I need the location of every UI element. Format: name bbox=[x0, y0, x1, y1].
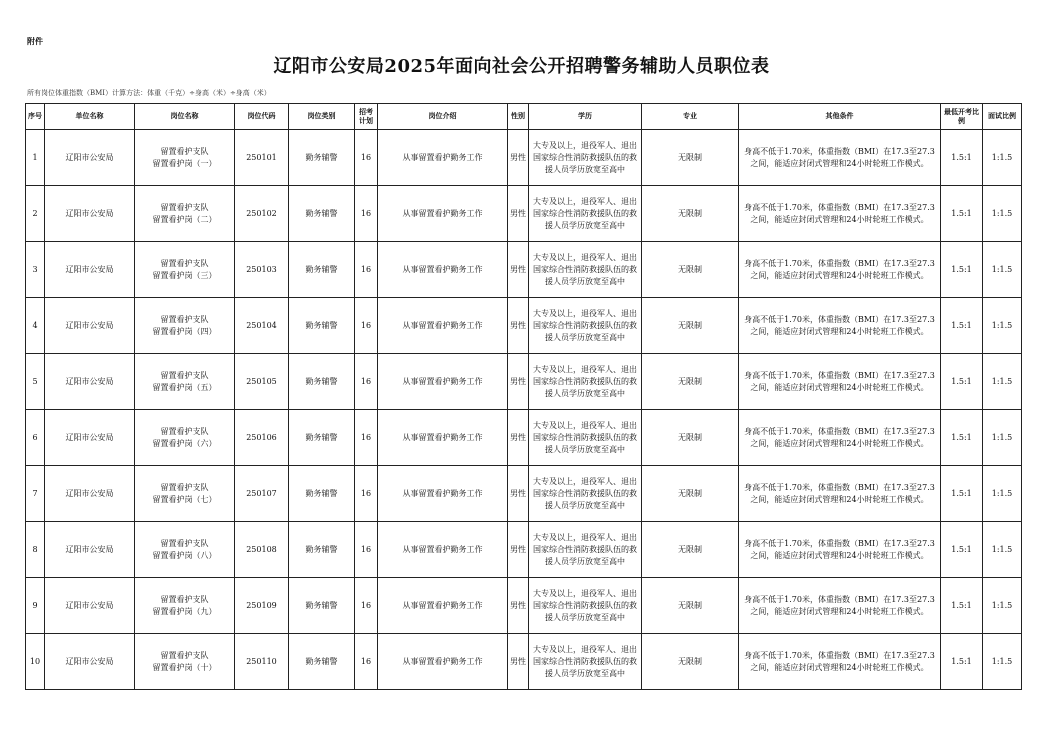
col-header-unit: 单位名称 bbox=[45, 104, 135, 130]
post-name-line-2: 留置看护岗（六） bbox=[152, 438, 217, 448]
interview-ratio-cell: 1:1.5 bbox=[983, 298, 1022, 354]
gender-cell: 男性 bbox=[508, 130, 529, 186]
post-category-cell: 勤务辅警 bbox=[289, 298, 355, 354]
post-name-line-2: 留置看护岗（四） bbox=[152, 326, 217, 336]
post-intro-cell: 从事留置看护勤务工作 bbox=[378, 298, 508, 354]
post-intro-cell: 从事留置看护勤务工作 bbox=[378, 354, 508, 410]
interview-ratio-cell: 1:1.5 bbox=[983, 354, 1022, 410]
post-name-line-1: 留置看护支队 bbox=[160, 258, 209, 268]
recruit-plan-cell: 16 bbox=[355, 466, 378, 522]
col-header-other: 其他条件 bbox=[739, 104, 941, 130]
table-row bbox=[26, 522, 1022, 578]
row-number-cell: 6 bbox=[26, 410, 45, 466]
post-category-cell: 勤务辅警 bbox=[289, 242, 355, 298]
post-name-line-2: 留置看护岗（七） bbox=[152, 494, 217, 504]
education-cell: 大专及以上，退役军人、退出国家综合性消防救援队伍的救援人员学历放宽至高中 bbox=[529, 354, 642, 410]
post-name-line-2: 留置看护岗（九） bbox=[152, 606, 217, 616]
major-cell: 无限制 bbox=[642, 130, 739, 186]
major-cell: 无限制 bbox=[642, 578, 739, 634]
post-category-cell: 勤务辅警 bbox=[289, 634, 355, 690]
education-cell: 大专及以上，退役军人、退出国家综合性消防救援队伍的救援人员学历放宽至高中 bbox=[529, 242, 642, 298]
positions-table bbox=[25, 103, 1022, 690]
gender-cell: 男性 bbox=[508, 354, 529, 410]
post-name-cell bbox=[135, 634, 235, 690]
post-name-line-2: 留置看护岗（一） bbox=[152, 158, 217, 168]
col-header-interview-ratio: 面试比例 bbox=[983, 104, 1022, 130]
education-cell: 大专及以上，退役军人、退出国家综合性消防救援队伍的救援人员学历放宽至高中 bbox=[529, 466, 642, 522]
post-intro-cell: 从事留置看护勤务工作 bbox=[378, 466, 508, 522]
post-code-cell: 250101 bbox=[235, 130, 289, 186]
col-header-post-code: 岗位代码 bbox=[235, 104, 289, 130]
unit-name-cell: 辽阳市公安局 bbox=[45, 130, 135, 186]
gender-cell: 男性 bbox=[508, 186, 529, 242]
unit-name-cell: 辽阳市公安局 bbox=[45, 410, 135, 466]
min-exam-ratio-cell: 1.5:1 bbox=[941, 634, 983, 690]
min-exam-ratio-cell: 1.5:1 bbox=[941, 410, 983, 466]
post-code-cell: 250103 bbox=[235, 242, 289, 298]
gender-cell: 男性 bbox=[508, 522, 529, 578]
interview-ratio-cell: 1:1.5 bbox=[983, 186, 1022, 242]
recruit-plan-cell: 16 bbox=[355, 298, 378, 354]
min-exam-ratio-cell: 1.5:1 bbox=[941, 578, 983, 634]
post-intro-cell: 从事留置看护勤务工作 bbox=[378, 522, 508, 578]
other-conditions-cell: 身高不低于1.70米，体重指数（BMI）在17.3至27.3之间，能适应封闭式管理和24小时轮班工作模式。 bbox=[739, 522, 941, 578]
unit-name-cell: 辽阳市公安局 bbox=[45, 242, 135, 298]
post-intro-cell: 从事留置看护勤务工作 bbox=[378, 242, 508, 298]
major-cell: 无限制 bbox=[642, 466, 739, 522]
unit-name-cell: 辽阳市公安局 bbox=[45, 634, 135, 690]
other-conditions-cell: 身高不低于1.70米，体重指数（BMI）在17.3至27.3之间，能适应封闭式管理和24小时轮班工作模式。 bbox=[739, 634, 941, 690]
table-row bbox=[26, 466, 1022, 522]
interview-ratio-cell: 1:1.5 bbox=[983, 578, 1022, 634]
post-category-cell: 勤务辅警 bbox=[289, 354, 355, 410]
other-conditions-cell: 身高不低于1.70米，体重指数（BMI）在17.3至27.3之间，能适应封闭式管理和24小时轮班工作模式。 bbox=[739, 130, 941, 186]
table-row bbox=[26, 298, 1022, 354]
col-header-category: 岗位类别 bbox=[289, 104, 355, 130]
other-conditions-cell: 身高不低于1.70米，体重指数（BMI）在17.3至27.3之间，能适应封闭式管理和24小时轮班工作模式。 bbox=[739, 410, 941, 466]
post-category-cell: 勤务辅警 bbox=[289, 130, 355, 186]
recruit-plan-cell: 16 bbox=[355, 130, 378, 186]
major-cell: 无限制 bbox=[642, 410, 739, 466]
col-header-plan: 招考计划 bbox=[355, 104, 378, 130]
table-row bbox=[26, 186, 1022, 242]
table-row bbox=[26, 634, 1022, 690]
post-name-cell bbox=[135, 298, 235, 354]
interview-ratio-cell: 1:1.5 bbox=[983, 130, 1022, 186]
table-row bbox=[26, 578, 1022, 634]
post-name-line-2: 留置看护岗（八） bbox=[152, 550, 217, 560]
other-conditions-cell: 身高不低于1.70米，体重指数（BMI）在17.3至27.3之间，能适应封闭式管理和24小时轮班工作模式。 bbox=[739, 298, 941, 354]
min-exam-ratio-cell: 1.5:1 bbox=[941, 466, 983, 522]
recruit-plan-cell: 16 bbox=[355, 354, 378, 410]
post-intro-cell: 从事留置看护勤务工作 bbox=[378, 130, 508, 186]
row-number-cell: 9 bbox=[26, 578, 45, 634]
post-name-cell bbox=[135, 130, 235, 186]
col-header-education: 学历 bbox=[529, 104, 642, 130]
education-cell: 大专及以上，退役军人、退出国家综合性消防救援队伍的救援人员学历放宽至高中 bbox=[529, 410, 642, 466]
education-cell: 大专及以上，退役军人、退出国家综合性消防救援队伍的救援人员学历放宽至高中 bbox=[529, 130, 642, 186]
bmi-note: 所有岗位体重指数（BMI）计算方法：体重（千克）÷身高（米）÷身高（米） bbox=[27, 89, 271, 97]
post-code-cell: 250108 bbox=[235, 522, 289, 578]
post-name-cell bbox=[135, 578, 235, 634]
col-header-no: 序号 bbox=[26, 104, 45, 130]
recruit-plan-cell: 16 bbox=[355, 522, 378, 578]
unit-name-cell: 辽阳市公安局 bbox=[45, 354, 135, 410]
education-cell: 大专及以上，退役军人、退出国家综合性消防救援队伍的救援人员学历放宽至高中 bbox=[529, 578, 642, 634]
recruit-plan-cell: 16 bbox=[355, 242, 378, 298]
table-row bbox=[26, 130, 1022, 186]
post-intro-cell: 从事留置看护勤务工作 bbox=[378, 186, 508, 242]
unit-name-cell: 辽阳市公安局 bbox=[45, 466, 135, 522]
other-conditions-cell: 身高不低于1.70米，体重指数（BMI）在17.3至27.3之间，能适应封闭式管理和24小时轮班工作模式。 bbox=[739, 466, 941, 522]
col-header-min-ratio: 最低开考比例 bbox=[941, 104, 983, 130]
post-name-cell bbox=[135, 242, 235, 298]
interview-ratio-cell: 1:1.5 bbox=[983, 634, 1022, 690]
post-name-line-2: 留置看护岗（二） bbox=[152, 214, 217, 224]
post-category-cell: 勤务辅警 bbox=[289, 186, 355, 242]
post-name-cell bbox=[135, 466, 235, 522]
major-cell: 无限制 bbox=[642, 522, 739, 578]
row-number-cell: 1 bbox=[26, 130, 45, 186]
post-name-line-1: 留置看护支队 bbox=[160, 370, 209, 380]
recruit-plan-cell: 16 bbox=[355, 186, 378, 242]
post-name-line-2: 留置看护岗（十） bbox=[152, 662, 217, 672]
post-code-cell: 250104 bbox=[235, 298, 289, 354]
post-category-cell: 勤务辅警 bbox=[289, 578, 355, 634]
row-number-cell: 4 bbox=[26, 298, 45, 354]
table-header-row bbox=[26, 104, 1022, 130]
gender-cell: 男性 bbox=[508, 298, 529, 354]
major-cell: 无限制 bbox=[642, 354, 739, 410]
post-name-line-1: 留置看护支队 bbox=[160, 314, 209, 324]
post-code-cell: 250106 bbox=[235, 410, 289, 466]
post-intro-cell: 从事留置看护勤务工作 bbox=[378, 578, 508, 634]
min-exam-ratio-cell: 1.5:1 bbox=[941, 242, 983, 298]
education-cell: 大专及以上，退役军人、退出国家综合性消防救援队伍的救援人员学历放宽至高中 bbox=[529, 298, 642, 354]
row-number-cell: 8 bbox=[26, 522, 45, 578]
major-cell: 无限制 bbox=[642, 186, 739, 242]
interview-ratio-cell: 1:1.5 bbox=[983, 410, 1022, 466]
gender-cell: 男性 bbox=[508, 410, 529, 466]
col-header-gender: 性别 bbox=[508, 104, 529, 130]
post-name-line-1: 留置看护支队 bbox=[160, 538, 209, 548]
gender-cell: 男性 bbox=[508, 578, 529, 634]
interview-ratio-cell: 1:1.5 bbox=[983, 242, 1022, 298]
row-number-cell: 10 bbox=[26, 634, 45, 690]
post-category-cell: 勤务辅警 bbox=[289, 466, 355, 522]
education-cell: 大专及以上，退役军人、退出国家综合性消防救援队伍的救援人员学历放宽至高中 bbox=[529, 186, 642, 242]
post-name-line-1: 留置看护支队 bbox=[160, 202, 209, 212]
post-name-cell bbox=[135, 354, 235, 410]
min-exam-ratio-cell: 1.5:1 bbox=[941, 354, 983, 410]
row-number-cell: 5 bbox=[26, 354, 45, 410]
attachment-label: 附件 bbox=[27, 37, 43, 46]
interview-ratio-cell: 1:1.5 bbox=[983, 522, 1022, 578]
post-name-cell bbox=[135, 186, 235, 242]
post-code-cell: 250107 bbox=[235, 466, 289, 522]
min-exam-ratio-cell: 1.5:1 bbox=[941, 130, 983, 186]
post-code-cell: 250109 bbox=[235, 578, 289, 634]
post-name-line-2: 留置看护岗（三） bbox=[152, 270, 217, 280]
post-code-cell: 250102 bbox=[235, 186, 289, 242]
table-row bbox=[26, 410, 1022, 466]
row-number-cell: 7 bbox=[26, 466, 45, 522]
table-row bbox=[26, 242, 1022, 298]
other-conditions-cell: 身高不低于1.70米，体重指数（BMI）在17.3至27.3之间，能适应封闭式管理和24小时轮班工作模式。 bbox=[739, 186, 941, 242]
post-name-cell bbox=[135, 522, 235, 578]
recruit-plan-cell: 16 bbox=[355, 410, 378, 466]
other-conditions-cell: 身高不低于1.70米，体重指数（BMI）在17.3至27.3之间，能适应封闭式管理和24小时轮班工作模式。 bbox=[739, 242, 941, 298]
interview-ratio-cell: 1:1.5 bbox=[983, 466, 1022, 522]
gender-cell: 男性 bbox=[508, 242, 529, 298]
post-code-cell: 250105 bbox=[235, 354, 289, 410]
table-row bbox=[26, 354, 1022, 410]
row-number-cell: 3 bbox=[26, 242, 45, 298]
unit-name-cell: 辽阳市公安局 bbox=[45, 186, 135, 242]
post-name-line-2: 留置看护岗（五） bbox=[152, 382, 217, 392]
unit-name-cell: 辽阳市公安局 bbox=[45, 522, 135, 578]
row-number-cell: 2 bbox=[26, 186, 45, 242]
major-cell: 无限制 bbox=[642, 298, 739, 354]
education-cell: 大专及以上，退役军人、退出国家综合性消防救援队伍的救援人员学历放宽至高中 bbox=[529, 522, 642, 578]
post-name-cell bbox=[135, 410, 235, 466]
recruit-plan-cell: 16 bbox=[355, 578, 378, 634]
major-cell: 无限制 bbox=[642, 634, 739, 690]
other-conditions-cell: 身高不低于1.70米，体重指数（BMI）在17.3至27.3之间，能适应封闭式管理和24小时轮班工作模式。 bbox=[739, 578, 941, 634]
col-header-post-name: 岗位名称 bbox=[135, 104, 235, 130]
min-exam-ratio-cell: 1.5:1 bbox=[941, 522, 983, 578]
min-exam-ratio-cell: 1.5:1 bbox=[941, 186, 983, 242]
other-conditions-cell: 身高不低于1.70米，体重指数（BMI）在17.3至27.3之间，能适应封闭式管理和24小时轮班工作模式。 bbox=[739, 354, 941, 410]
page-title: 辽阳市公安局2025年面向社会公开招聘警务辅助人员职位表 bbox=[273, 56, 770, 77]
post-category-cell: 勤务辅警 bbox=[289, 410, 355, 466]
major-cell: 无限制 bbox=[642, 242, 739, 298]
post-intro-cell: 从事留置看护勤务工作 bbox=[378, 410, 508, 466]
unit-name-cell: 辽阳市公安局 bbox=[45, 298, 135, 354]
gender-cell: 男性 bbox=[508, 634, 529, 690]
post-name-line-1: 留置看护支队 bbox=[160, 146, 209, 156]
min-exam-ratio-cell: 1.5:1 bbox=[941, 298, 983, 354]
education-cell: 大专及以上，退役军人、退出国家综合性消防救援队伍的救援人员学历放宽至高中 bbox=[529, 634, 642, 690]
recruit-plan-cell: 16 bbox=[355, 634, 378, 690]
col-header-intro: 岗位介绍 bbox=[378, 104, 508, 130]
post-category-cell: 勤务辅警 bbox=[289, 522, 355, 578]
gender-cell: 男性 bbox=[508, 466, 529, 522]
unit-name-cell: 辽阳市公安局 bbox=[45, 578, 135, 634]
col-header-major: 专业 bbox=[642, 104, 739, 130]
post-intro-cell: 从事留置看护勤务工作 bbox=[378, 634, 508, 690]
post-name-line-1: 留置看护支队 bbox=[160, 426, 209, 436]
post-code-cell: 250110 bbox=[235, 634, 289, 690]
post-name-line-1: 留置看护支队 bbox=[160, 482, 209, 492]
post-name-line-1: 留置看护支队 bbox=[160, 650, 209, 660]
post-name-line-1: 留置看护支队 bbox=[160, 594, 209, 604]
